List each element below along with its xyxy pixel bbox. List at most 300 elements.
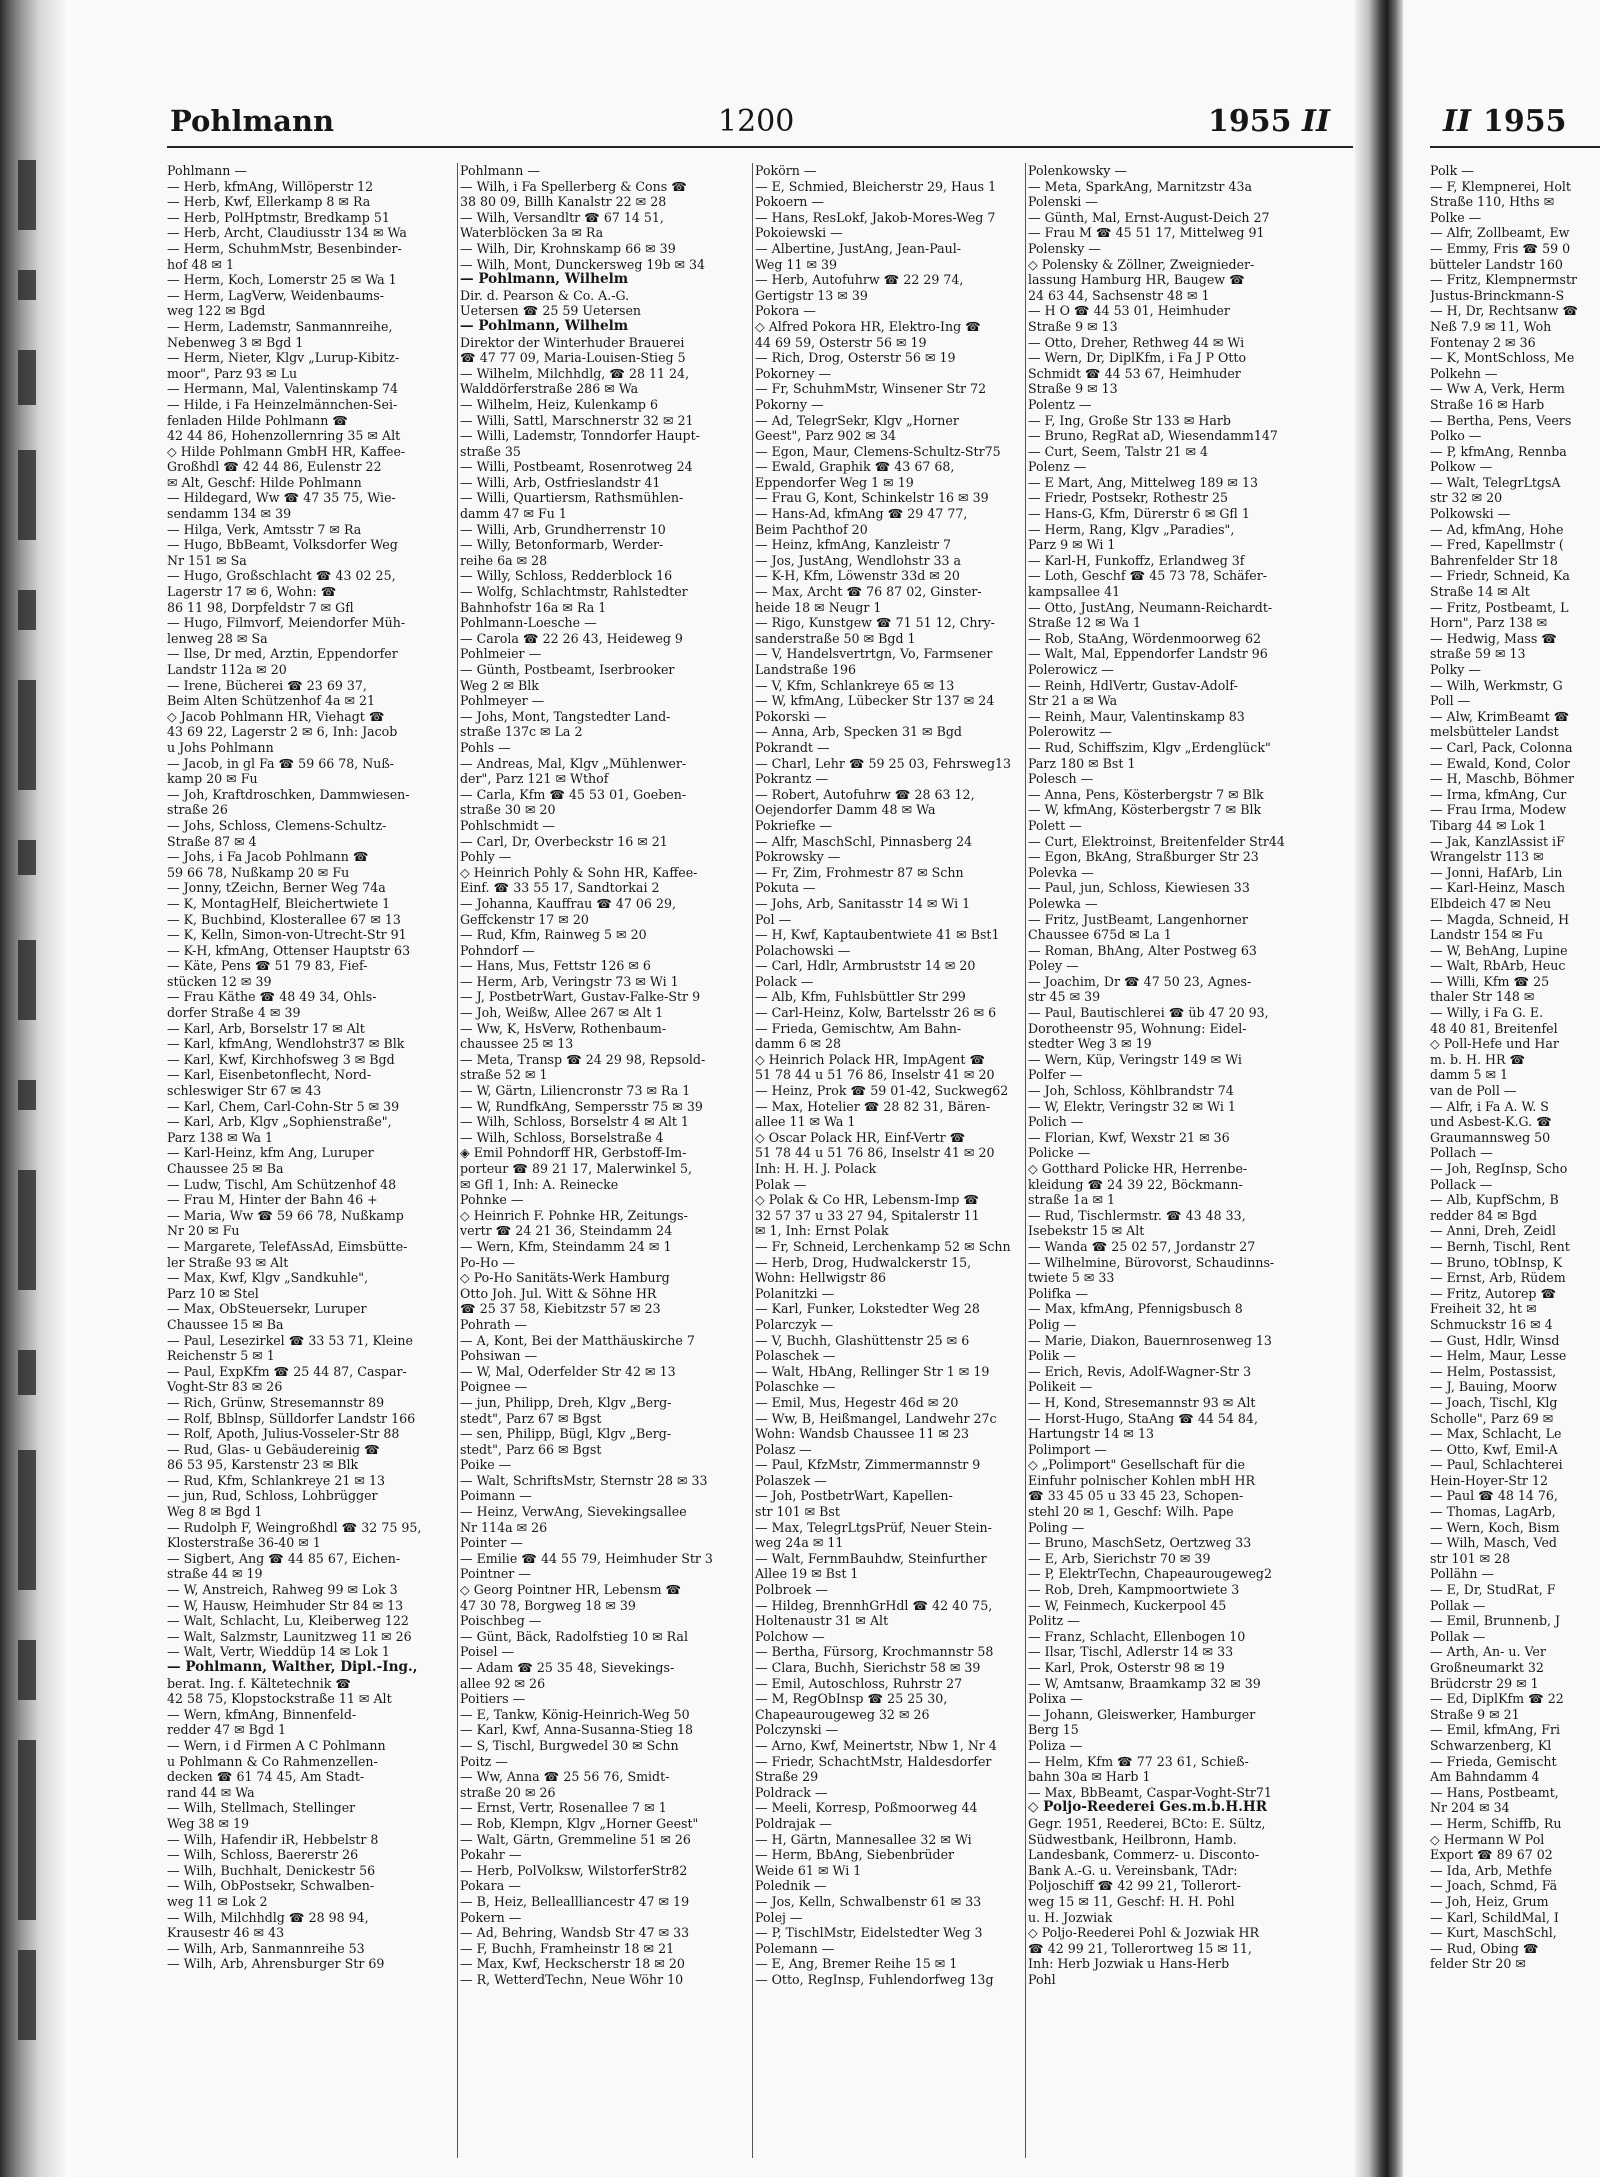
directory-entry-line: straße 20 ✉ 26: [460, 1784, 556, 1800]
directory-entry-line: — W, kfmAng, Kösterbergstr 7 ✉ Blk: [1028, 802, 1262, 818]
binding-mark: [18, 1080, 36, 1110]
directory-entry-line: Polko —: [1430, 428, 1482, 444]
directory-entry-line: — Karl, Eisenbetonflecht, Nord-: [167, 1067, 372, 1083]
directory-entry-line: — Karl-H, Funkoffz, Erlandweg 3f: [1028, 552, 1245, 568]
binding-mark: [18, 680, 36, 790]
directory-entry-line: ◇ Heinrich F. Pohnke HR, Zeitungs-: [460, 1207, 688, 1223]
directory-entry-line: Einfuhr polnischer Kohlen mbH HR: [1028, 1472, 1255, 1488]
header-year: 1955: [1208, 104, 1292, 139]
directory-entry-line: — Ernst, Arb, Rüdem: [1430, 1270, 1566, 1286]
directory-entry-line: — Helm, Postassist,: [1430, 1363, 1557, 1379]
directory-entry-line: — Hans-G, Kfm, Dürerstr 6 ✉ Gfl 1: [1028, 506, 1250, 522]
directory-entry-line: — Hermann, Mal, Valentinskamp 74: [167, 381, 399, 397]
directory-entry-line: — Rigo, Kunstgew ☎ 71 51 12, Chry-: [755, 615, 995, 631]
directory-entry-line: — W, Anstreich, Rahweg 99 ✉ Lok 3: [167, 1582, 398, 1598]
directory-entry-line: Geest", Parz 902 ✉ 34: [755, 428, 896, 444]
directory-entry-line: — Egon, Maur, Clemens-Schultz-Str75: [755, 443, 1001, 459]
directory-entry-line: Poling —: [1028, 1519, 1085, 1535]
directory-entry-line: sendamm 134 ✉ 39: [167, 506, 292, 522]
directory-entry-line: — Charl, Lehr ☎ 59 25 03, Fehrsweg13: [755, 755, 1012, 771]
directory-entry-line: — Carola ☎ 22 26 43, Heideweg 9: [460, 630, 683, 646]
directory-entry-line: — Gust, Hdlr, Winsd: [1430, 1332, 1560, 1348]
directory-entry-line: Polenski —: [1028, 194, 1098, 210]
directory-entry-line: — Robert, Autofuhrw ☎ 28 63 12,: [755, 786, 975, 802]
directory-entry-line: Polanitzki —: [755, 1285, 835, 1301]
directory-entry-line: Schwarzenberg, Kl: [1430, 1737, 1552, 1753]
directory-entry-line: — Meta, Transp ☎ 24 29 98, Repsold-: [460, 1051, 706, 1067]
directory-entry-line: — Walt, TelegrLtgsA: [1430, 474, 1561, 490]
directory-entry-line: und Asbest-K.G. ☎: [1430, 1114, 1552, 1130]
directory-entry-line: Pohndorf —: [460, 942, 535, 958]
directory-entry-line: — Joh, Weißw, Allee 267 ✉ Alt 1: [460, 1005, 664, 1021]
directory-entry-line: Pollach —: [1430, 1145, 1493, 1161]
directory-entry-line: — Karl, Prok, Osterstr 98 ✉ 19: [1028, 1660, 1225, 1675]
directory-entry-line: — Ww, B, Heißmangel, Landwehr 27c: [755, 1410, 997, 1426]
directory-entry-line: — Max, kfmAng, Pfennigsbusch 8: [1028, 1301, 1243, 1317]
directory-entry-line: — Wern, Küp, Veringstr 149 ✉ Wi: [1028, 1051, 1242, 1067]
directory-entry-line: — Rich, Grünw, Stresemannstr 89: [167, 1394, 385, 1410]
directory-entry-line: — Anna, Pens, Kösterbergstr 7 ✉ Blk: [1028, 786, 1264, 802]
directory-entry-line: Pokriefke —: [755, 817, 833, 833]
directory-entry-line: — V, Buchh, Glashüttenstr 25 ✉ 6: [755, 1332, 970, 1348]
directory-entry-line: — H O ☎ 44 53 01, Heimhuder: [1028, 303, 1230, 319]
directory-entry-line: — Otto, RegInsp, Fuhlendorfweg 13g: [755, 1971, 994, 1987]
directory-entry-line: Pohsiwan —: [460, 1348, 538, 1364]
directory-entry-line: Pohlmeier —: [460, 646, 542, 662]
right-header-roman: II: [1443, 104, 1472, 139]
directory-entry-line: Pokoiewski —: [755, 225, 843, 241]
directory-entry-line: Polbroek —: [755, 1582, 828, 1598]
directory-entry-line: — Hans-Ad, kfmAng ☎ 29 47 77,: [755, 506, 968, 522]
directory-entry-line: ◈ Emil Pohndorff HR, Gerbstoff-Im-: [460, 1145, 687, 1161]
directory-entry-line: — Wilh, Arb, Sanmannreihe 53: [167, 1940, 365, 1956]
directory-entry-line: Schmidt ☎ 44 53 67, Heimhuder: [1028, 365, 1241, 381]
directory-entry-line: Berg 15: [1028, 1722, 1079, 1738]
directory-entry-line: hof 48 ✉ 1: [167, 256, 234, 272]
directory-entry-line: ◇ Polak & Co HR, Lebensm-Imp ☎: [755, 1192, 980, 1208]
directory-entry-line: — Willi, Postbeamt, Rosenrotweg 24: [460, 459, 693, 475]
directory-entry-line: — Hans, Mus, Fettstr 126 ✉ 6: [460, 958, 651, 974]
directory-entry-line: Lagerstr 17 ✉ 6, Wohn: ☎: [167, 584, 337, 600]
directory-entry-line: — Wilhelm, Heiz, Kulenkamp 6: [460, 396, 659, 412]
directory-entry-line: Polaschke —: [755, 1379, 836, 1395]
directory-column-3: [755, 163, 1023, 2158]
directory-entry-line: — Johs, Arb, Sanitasstr 14 ✉ Wi 1: [755, 895, 971, 911]
directory-entry-line: Pohlmann —: [460, 163, 540, 178]
directory-entry-line: Pollack —: [1430, 1176, 1493, 1192]
directory-entry-line: — Alfr, Zollbeamt, Ew: [1430, 225, 1570, 241]
directory-entry-line: — Hildegard, Ww ☎ 47 35 75, Wie-: [167, 490, 396, 506]
directory-entry-line: — Käte, Pens ☎ 51 79 83, Fief-: [167, 958, 368, 974]
directory-entry-line: Pohly —: [460, 849, 512, 865]
directory-entry-line: — Reinh, Maur, Valentinskamp 83: [1028, 708, 1245, 724]
directory-entry-line: — Max, ObSteuersekr, Luruper: [167, 1301, 367, 1317]
directory-entry-line: Großneumarkt 32: [1430, 1660, 1544, 1675]
directory-entry-line: — Fritz, Autorep ☎: [1430, 1285, 1557, 1301]
directory-entry-line: Brüdcrstr 29 ✉ 1: [1430, 1675, 1539, 1691]
directory-entry-line: — Karl, Arb, Borselstr 17 ✉ Alt: [167, 1020, 365, 1036]
column-divider: [1025, 163, 1026, 2158]
directory-entry-line: Polachowski —: [755, 942, 851, 958]
directory-entry-line: — Franz, Schlacht, Ellenbogen 10: [1028, 1628, 1246, 1644]
directory-entry-line: 42 58 75, Klopstockstraße 11 ✉ Alt: [167, 1691, 392, 1707]
directory-entry-line: bahn 30a ✉ Harb 1: [1028, 1769, 1151, 1785]
directory-entry-line: — Jacob, in gl Fa ☎ 59 66 78, Nuß-: [167, 755, 395, 771]
directory-entry-line: — W, Mal, Oderfelder Str 42 ✉ 13: [460, 1363, 676, 1379]
directory-entry-line: — Ewald, Kond, Color: [1430, 755, 1570, 771]
directory-entry-line: Bahnhofstr 16a ✉ Ra 1: [460, 599, 607, 615]
directory-entry-line: — Alw, KrimBeamt ☎: [1430, 708, 1570, 724]
directory-entry-line: Pollak —: [1430, 1628, 1486, 1644]
directory-entry-line: sanderstraße 50 ✉ Bgd 1: [755, 630, 916, 646]
directory-entry-line: — Joh, Kraftdroschken, Dammwiesen-: [167, 786, 410, 802]
directory-entry-line: — Rolf, Apoth, Julius-Vosseler-Str 88: [167, 1426, 400, 1442]
directory-entry-line: Südwestbank, Heilbronn, Hamb.: [1028, 1831, 1237, 1847]
directory-entry-line: Polk —: [1430, 163, 1474, 178]
directory-entry-line: — M, RegObInsp ☎ 25 25 30,: [755, 1691, 948, 1707]
directory-entry-line: Politz —: [1028, 1613, 1080, 1629]
directory-entry-line: — Frau G, Kont, Schinkelstr 16 ✉ 39: [755, 490, 989, 506]
directory-entry-line: Parz 10 ✉ Stel: [167, 1285, 259, 1301]
directory-entry-line: — Frieda, Gemischtw, Am Bahn-: [755, 1020, 962, 1036]
directory-entry-line: kleidung ☎ 24 39 22, Böckmann-: [1028, 1176, 1243, 1192]
directory-entry-line: — Maria, Ww ☎ 59 66 78, Nußkamp: [167, 1207, 404, 1223]
directory-entry-line: — Rob, StaAng, Wördenmoorweg 62: [1028, 630, 1261, 646]
directory-entry-line: — Horst-Hugo, StaAng ☎ 44 54 84,: [1028, 1410, 1258, 1426]
directory-entry-line: u. H. Jozwiak: [1028, 1909, 1113, 1925]
directory-entry-line: — Walt, Schlacht, Lu, Kleiberweg 122: [167, 1613, 409, 1629]
directory-entry-line: — Hilga, Verk, Amtsstr 7 ✉ Ra: [167, 521, 362, 537]
directory-entry-line: Pohrath —: [460, 1316, 527, 1332]
directory-entry-line: — Wolfg, Schlachtmstr, Rahlstedter: [460, 584, 688, 600]
directory-entry-line: — Ilse, Dr med, Arztin, Eppendorfer: [167, 646, 398, 662]
directory-entry-line: Polarczyk —: [755, 1316, 834, 1332]
directory-entry-line: — Joh, Heiz, Grum: [1430, 1893, 1549, 1909]
directory-entry-line: — Emilie ☎ 44 55 79, Heimhuder Str 3: [460, 1550, 713, 1566]
directory-entry-line: — K, Buchbind, Klosterallee 67 ✉ 13: [167, 911, 401, 927]
directory-entry-line: Inh: Herb Jozwiak u Hans-Herb: [1028, 1956, 1230, 1972]
directory-entry-line: Beim Alten Schützenhof 4a ✉ 21: [167, 693, 376, 709]
directory-entry-line: — Rob, Dreh, Kampmoortwiete 3: [1028, 1582, 1240, 1598]
directory-entry-line: straße 59 ✉ 13: [1430, 646, 1526, 662]
directory-entry-line: — Herb, Drog, Hudwalckerstr 15,: [755, 1254, 972, 1270]
directory-entry-line: Pol —: [755, 911, 792, 927]
directory-entry-line: — Rolf, Bblnsp, Sülldorfer Landstr 166: [167, 1410, 416, 1426]
directory-entry-line: Poljoschiff ☎ 42 99 21, Tollerort-: [1028, 1878, 1241, 1894]
directory-entry-line: Pokorski —: [755, 708, 827, 724]
directory-entry-line: Bahrenfelder Str 18: [1430, 552, 1558, 568]
directory-entry-line: Straße 9 ✉ 13: [1028, 381, 1118, 397]
directory-entry-line: Großhdl ☎ 42 44 86, Eulenstr 22: [167, 459, 382, 475]
directory-entry-line: Reichenstr 5 ✉ 1: [167, 1348, 275, 1364]
directory-entry-line: Landstraße 196: [755, 662, 857, 677]
directory-entry-line: — Reinh, HdlVertr, Gustav-Adolf-: [1028, 677, 1238, 693]
book-spine: [1355, 0, 1403, 2177]
directory-entry-line: — Herm, Nieter, Klgv „Lurup-Kibitz-: [167, 350, 400, 366]
directory-entry-line: — H, Gärtn, Mannesallee 32 ✉ Wi: [755, 1831, 972, 1847]
directory-entry-line: heide 18 ✉ Neugr 1: [755, 599, 882, 615]
binding-mark: [18, 1950, 36, 2040]
header-roman: II: [1302, 104, 1331, 139]
directory-entry-line: Polczynski —: [755, 1722, 839, 1738]
directory-entry-line: damm 5 ✉ 1: [1430, 1067, 1509, 1083]
directory-entry-line: twiete 5 ✉ 33: [1028, 1270, 1115, 1286]
directory-entry-line: Pokora —: [755, 303, 816, 319]
directory-entry-line: ◇ Oscar Polack HR, Einf-Vertr ☎: [755, 1129, 966, 1145]
directory-entry-line: — H, Kond, Stresemannstr 93 ✉ Alt: [1028, 1394, 1256, 1410]
directory-entry-line: — Willy, i Fa G. E.: [1430, 1005, 1544, 1021]
binding-mark: [18, 1450, 36, 1590]
directory-entry-line: — Herm, Lademstr, Sanmannreihe,: [167, 318, 393, 334]
directory-entry-line: Pohlmann-Loesche —: [460, 615, 597, 631]
directory-entry-line: — F, Buchh, Framheinstr 18 ✉ 21: [460, 1940, 675, 1956]
directory-entry-line: chaussee 25 ✉ 13: [460, 1036, 574, 1052]
directory-entry-line: — Hugo, BbBeamt, Volksdorfer Weg: [167, 537, 398, 553]
directory-entry-line: Nr 204 ✉ 34: [1430, 1800, 1510, 1816]
directory-entry-line: ✉ Gfl 1, Inh: A. Reinecke: [460, 1176, 619, 1192]
directory-entry-line: — Wilh, Masch, Ved: [1430, 1535, 1557, 1551]
gutter-marks: [18, 120, 38, 2070]
directory-entry-line: Poignee —: [460, 1379, 528, 1395]
directory-entry-line: Bank A.-G. u. Vereinsbank, TAdr:: [1028, 1862, 1238, 1878]
directory-entry-line: Pohlmeyer —: [460, 693, 545, 709]
directory-entry-line: 59 66 78, Nußkamp 20 ✉ Fu: [167, 864, 350, 880]
directory-entry-line: Poisel —: [460, 1644, 515, 1660]
directory-entry-line: Po-Ho —: [460, 1254, 515, 1270]
directory-entry-line: — Jos, JustAng, Wendlohstr 33 a: [755, 552, 962, 568]
directory-entry-line: — Willi, Kfm ☎ 25: [1430, 973, 1550, 989]
directory-entry-line: — Hildeg, BrennhGrHdl ☎ 42 40 75,: [755, 1597, 993, 1613]
directory-entry-line: — Fr, Zim, Frohmestr 87 ✉ Schn: [755, 864, 964, 880]
directory-entry-line: Waterblöcken 3a ✉ Ra: [460, 225, 604, 241]
directory-entry-line: — Walt, Gärtn, Gremmeline 51 ✉ 26: [460, 1831, 691, 1847]
directory-entry-line: redder 84 ✉ Bgd: [1430, 1207, 1538, 1223]
directory-entry-line: — Max, Kwf, Heckscherstr 18 ✉ 20: [460, 1956, 685, 1972]
directory-entry-line: — S, Tischl, Burgwedel 30 ✉ Schn: [460, 1737, 679, 1753]
directory-entry-line: — Alfr, MaschSchl, Pinnasberg 24: [755, 833, 973, 849]
directory-entry-line: — Herb, Autofuhrw ☎ 22 29 74,: [755, 272, 964, 288]
directory-entry-line: felder Str 20 ✉: [1430, 1956, 1526, 1972]
directory-entry-line: — Frau Irma, Modew: [1430, 802, 1567, 818]
directory-entry-line: Elbdeich 47 ✉ Neu: [1430, 895, 1552, 911]
directory-entry-line: — Wern, Dr, DiplKfm, i Fa J P Otto: [1028, 350, 1247, 366]
directory-entry-line: Scholle", Parz 69 ✉: [1430, 1410, 1554, 1426]
directory-entry-line: Pohls —: [460, 739, 511, 755]
directory-entry-line: — Walt, FernmBauhdw, Steinfurther: [755, 1550, 987, 1566]
directory-entry-line: rand 44 ✉ Wa: [167, 1784, 255, 1800]
directory-entry-line: — Jonny, tZeichn, Berner Weg 74a: [167, 880, 386, 896]
directory-entry-line: Gegr. 1951, Reederei, BCto: E. Sültz,: [1028, 1815, 1266, 1831]
directory-entry-line: — Ww, Anna ☎ 25 56 76, Smidt-: [460, 1769, 670, 1785]
directory-entry-line: Polaschek —: [755, 1348, 836, 1364]
directory-entry-line: — Arno, Kwf, Meinertstr, Nbw 1, Nr 4: [755, 1737, 997, 1753]
directory-entry-line: ◇ „Polimport" Gesellschaft für die: [1028, 1457, 1245, 1473]
directory-entry-line: — Anna, Arb, Specken 31 ✉ Bgd: [755, 724, 962, 740]
directory-entry-line: kamp 20 ✉ Fu: [167, 771, 258, 787]
directory-entry-line: — Herm, Rang, Klgv „Paradies",: [1028, 521, 1235, 537]
directory-entry-line: — Emil, Mus, Hegestr 46d ✉ 20: [755, 1394, 959, 1410]
directory-entry-line: thaler Str 148 ✉: [1430, 989, 1535, 1005]
directory-entry-line: — Johs, i Fa Jacob Pohlmann ☎: [167, 849, 369, 865]
directory-entry-line: Polich —: [1028, 1114, 1084, 1130]
directory-entry-line: — Herm, Koch, Lomerstr 25 ✉ Wa 1: [167, 272, 397, 288]
directory-entry-line: — Rud, Kfm, Schlankreye 21 ✉ 13: [167, 1472, 385, 1488]
directory-entry-line: Polkowski —: [1430, 506, 1511, 522]
directory-entry-line: straße 52 ✉ 1: [460, 1067, 548, 1083]
directory-column-right-page: [1430, 163, 1600, 2158]
directory-entry-line: 42 44 86, Hohenzollernring 35 ✉ Alt: [167, 428, 401, 444]
directory-entry-line: redder 47 ✉ Bgd 1: [167, 1722, 287, 1738]
directory-entry-line: ◇ Heinrich Pohly & Sohn HR, Kaffee-: [460, 864, 698, 880]
directory-entry-line: — Karl, Chem, Carl-Cohn-Str 5 ✉ 39: [167, 1098, 400, 1114]
directory-entry-line: — J, Bauing, Moorw: [1430, 1379, 1557, 1395]
directory-entry-line: Am Bahndamm 4: [1430, 1769, 1540, 1785]
directory-entry-line: — Paul, Schlachterei: [1430, 1457, 1563, 1473]
directory-entry-line: — Johann, Gleiswerker, Hamburger: [1028, 1706, 1256, 1722]
binding-mark: [18, 840, 36, 875]
directory-entry-line: — E Mart, Ang, Mittelweg 189 ✉ 13: [1028, 474, 1259, 490]
directory-entry-line: — Rob, Klempn, Klgv „Horner Geest": [460, 1815, 699, 1831]
directory-entry-line: Polkow —: [1430, 459, 1493, 475]
directory-entry-line: — Ww, K, HsVerw, Rothenbaum-: [460, 1020, 667, 1036]
directory-entry-line: — Carl, Hdlr, Armbruststr 14 ✉ 20: [755, 958, 976, 974]
directory-entry-line: Geffckenstr 17 ✉ 20: [460, 911, 589, 927]
directory-entry-line: Poitz —: [460, 1753, 508, 1769]
directory-entry-line: — Herm, Schiffb, Ru: [1430, 1815, 1562, 1831]
directory-entry-line: — Jos, Kelln, Schwalbenstr 61 ✉ 33: [755, 1893, 982, 1909]
directory-entry-line: Chaussee 15 ✉ Ba: [167, 1316, 284, 1332]
directory-entry-line: — Wilh, Hafendir iR, Hebbelstr 8: [167, 1831, 379, 1847]
directory-entry-line: — Joh, PostbetrWart, Kapellen-: [755, 1488, 953, 1504]
directory-entry-line: Polej —: [755, 1909, 803, 1925]
directory-entry-line: str 101 ✉ 28: [1430, 1550, 1511, 1566]
directory-entry-line: Poley —: [1028, 958, 1079, 974]
directory-column-2: [460, 163, 750, 2158]
directory-entry-line: Straße 110, Hths ✉: [1430, 194, 1555, 210]
directory-entry-line: Polifka —: [1028, 1285, 1088, 1301]
directory-entry-line: str 32 ✉ 20: [1430, 490, 1503, 506]
directory-entry-line: Chaussee 25 ✉ Ba: [167, 1161, 284, 1176]
directory-entry-line: weg 15 ✉ 11, Geschf: H. H. Pohl: [1028, 1893, 1235, 1909]
directory-entry-line: Pohlmann —: [167, 163, 247, 178]
directory-entry-line: — Meeli, Korresp, Poßmoorweg 44: [755, 1800, 978, 1816]
directory-entry-line: — Wern, Kfm, Steindamm 24 ✉ 1: [460, 1238, 672, 1254]
directory-entry-line: — Thomas, LagArb,: [1430, 1504, 1556, 1520]
directory-entry-line: — K, MontagHelf, Bleichertwiete 1: [167, 895, 391, 911]
directory-entry-line: weg 11 ✉ Lok 2: [167, 1893, 268, 1909]
directory-entry-line: Polenz —: [1028, 459, 1087, 475]
header-rule-left: [167, 146, 1353, 148]
directory-entry-line: Holtenaustr 31 ✉ Alt: [755, 1613, 889, 1629]
directory-entry-line: Polack —: [755, 973, 814, 989]
directory-entry-line: Poimann —: [460, 1488, 532, 1504]
directory-entry-line: — Roman, BhAng, Alter Postweg 63: [1028, 942, 1257, 958]
directory-entry-line: Straße 29: [755, 1769, 819, 1785]
directory-entry-line: — Fr, SchuhmMstr, Winsener Str 72: [755, 381, 987, 397]
directory-entry-line: — Rich, Drog, Osterstr 56 ✉ 19: [755, 350, 956, 366]
directory-entry-line: Walddörferstraße 286 ✉ Wa: [460, 381, 639, 397]
directory-entry-line: Polixa —: [1028, 1691, 1083, 1707]
directory-entry-line: ☎ 33 45 05 u 33 45 23, Schopen-: [1028, 1488, 1244, 1504]
directory-entry-line: — Wilhelm, Milchhdlg, ☎ 28 11 24,: [460, 365, 690, 381]
directory-entry-line: Poll —: [1430, 693, 1471, 709]
directory-entry-line: — Rud, Kfm, Rainweg 5 ✉ 20: [460, 927, 647, 943]
directory-entry-line: Polentz —: [1028, 396, 1092, 412]
directory-entry-line: Parz 9 ✉ Wi 1: [1028, 537, 1116, 553]
directory-entry-line: Pokrandt —: [755, 739, 830, 755]
directory-entry-line: Pokorney —: [755, 365, 832, 381]
directory-entry-line: — Johanna, Kauffrau ☎ 47 06 29,: [460, 895, 676, 911]
directory-entry-line: Weg 2 ✉ Blk: [460, 677, 539, 693]
directory-entry-line: — Max, TelegrLtgsPrüf, Neuer Stein-: [755, 1519, 992, 1535]
directory-entry-line: — Ed, DiplKfm ☎ 22: [1430, 1691, 1564, 1707]
directory-entry-line: — Wilh, Dir, Krohnskamp 66 ✉ 39: [460, 240, 676, 256]
directory-entry-line: — Sigbert, Ang ☎ 44 85 67, Eichen-: [167, 1550, 401, 1566]
directory-entry-line: van de Poll —: [1430, 1083, 1517, 1099]
directory-entry-line: Uetersen ☎ 25 59 Uetersen: [460, 303, 642, 319]
directory-entry-line: — Walt, Vertr, Wieddüp 14 ✉ Lok 1: [167, 1644, 390, 1660]
directory-entry-line: dorfer Straße 4 ✉ 39: [167, 1005, 301, 1021]
directory-entry-line: Einf. ☎ 33 55 17, Sandtorkai 2: [460, 880, 660, 896]
directory-entry-line: — Willi, Arb, Ostfrieslandstr 41: [460, 474, 661, 490]
directory-entry-line: — Walt, Mal, Eppendorfer Landstr 96: [1028, 646, 1268, 662]
directory-entry-line: — Wilh, Werkmstr, G: [1430, 677, 1563, 693]
directory-entry-line: — W, BehAng, Lupine: [1430, 942, 1568, 958]
directory-entry-line: ☎ 47 77 09, Maria-Louisen-Stieg 5: [460, 350, 686, 366]
directory-entry-line: — Max, Kwf, Klgv „Sandkuhle",: [167, 1270, 369, 1286]
directory-entry-line: — Emmy, Fris ☎ 59 0: [1430, 240, 1571, 256]
directory-entry-line: — Kurt, MaschSchl,: [1430, 1925, 1557, 1941]
directory-entry-line: — W, RundfkAng, Sempersstr 75 ✉ 39: [460, 1098, 703, 1114]
directory-entry-line: — Ad, kfmAng, Hohe: [1430, 521, 1564, 537]
directory-entry-line: Pokorny —: [755, 396, 824, 412]
column-divider: [752, 163, 753, 2158]
directory-entry-line: — Rud, Schiffszim, Klgv „Erdenglück": [1028, 739, 1271, 755]
directory-entry-line: Weide 61 ✉ Wi 1: [755, 1862, 862, 1878]
directory-entry-line: — Bruno, MaschSetz, Oertzweg 33: [1028, 1535, 1252, 1551]
directory-entry-line: — Paul, jun, Schloss, Kiewiesen 33: [1028, 880, 1250, 896]
directory-entry-line: — Willi, Sattl, Marschnerstr 32 ✉ 21: [460, 412, 694, 428]
directory-entry-line: — Heinz, Prok ☎ 59 01-42, Suckweg62: [755, 1083, 1009, 1099]
directory-column-4: [1028, 163, 1353, 2158]
directory-entry-line: Polik —: [1028, 1348, 1076, 1364]
directory-entry-line: Polerowitz —: [1028, 724, 1112, 740]
directory-entry-line: — H, Kwf, Kaptaubentwiete 41 ✉ Bst1: [755, 927, 1000, 943]
directory-entry-line: — V, Handelsvertrtgn, Vo, Farmsener: [755, 646, 993, 662]
right-header-year: 1955: [1483, 104, 1567, 139]
directory-entry-line: Poldrack —: [755, 1784, 828, 1800]
directory-entry-line: — P, kfmAng, Rennba: [1430, 443, 1567, 459]
directory-entry-line: — Max, Archt ☎ 76 87 02, Ginster-: [755, 584, 982, 600]
directory-entry-line: — Karl, SchildMal, I: [1430, 1909, 1559, 1925]
directory-entry-line: ◇ Poll-Hefe und Har: [1430, 1036, 1559, 1052]
directory-entry-line: 51 78 44 u 51 76 86, Inselstr 41 ✉ 20: [755, 1145, 995, 1161]
directory-entry-line: ✉ 1, Inh: Ernst Polak: [755, 1223, 889, 1239]
directory-entry-line: — Helm, Kfm ☎ 77 23 61, Schieß-: [1028, 1753, 1249, 1769]
directory-entry-line: Pointer —: [460, 1535, 523, 1551]
directory-entry-line: — Friedr, SchachtMstr, Haldesdorfer: [755, 1753, 992, 1769]
directory-entry-line: — Fritz, Klempnermstr: [1430, 272, 1578, 288]
directory-entry-line: Polensky —: [1028, 240, 1101, 256]
directory-entry-line: Dir. d. Pearson & Co. A.-G.: [460, 287, 630, 303]
directory-entry-line: Pokrantz —: [755, 771, 829, 787]
directory-entry-line: — Karl-Heinz, kfm Ang, Luruper: [167, 1145, 374, 1161]
directory-entry-line: Polak —: [755, 1176, 807, 1192]
directory-entry-line: — Karl, Funker, Lokstedter Weg 28: [755, 1301, 980, 1317]
directory-entry-line: ◇ Heinrich Polack HR, ImpAgent ☎: [755, 1051, 986, 1067]
binding-mark: [18, 1350, 36, 1395]
directory-entry-line: — Otto, Kwf, Emil-A: [1430, 1441, 1558, 1457]
